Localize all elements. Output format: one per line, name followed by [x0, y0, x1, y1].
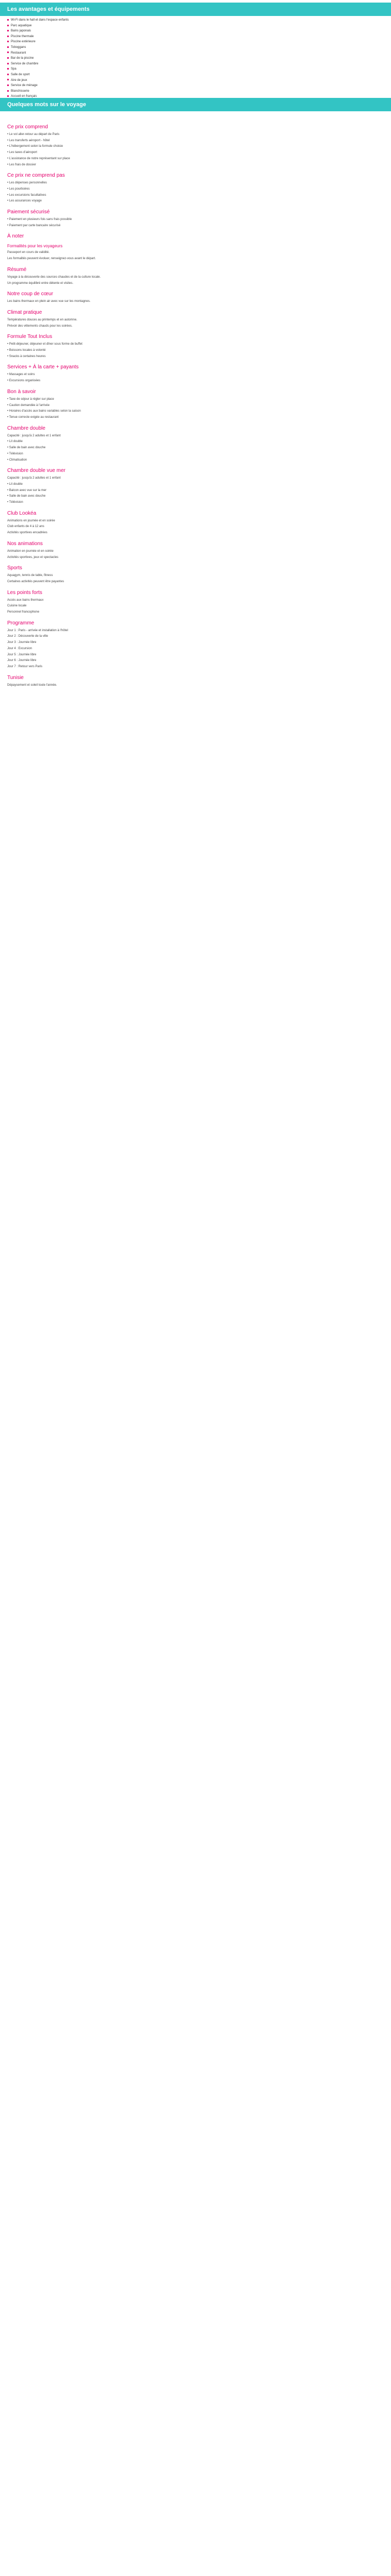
- bullet-icon: [7, 19, 9, 21]
- amenities-list: [7, 18, 162, 99]
- amenity-label: Parc aquatique: [11, 24, 32, 27]
- amenity-item: [7, 39, 162, 45]
- section-title: Notre coup de cœur: [7, 291, 53, 297]
- amenity-item: [7, 66, 162, 72]
- amenity-item: [7, 83, 162, 89]
- amenities-banner-title: Les avantages et équipements: [7, 6, 90, 12]
- section-text: • Paiement par carte bancaire sécurisé: [7, 224, 61, 227]
- section-title: Chambre double: [7, 425, 45, 431]
- section-text: • Salle de bain avec douche: [7, 446, 46, 450]
- bullet-icon: [7, 95, 9, 97]
- main-content: [7, 118, 384, 689]
- bullet-icon: [7, 79, 9, 80]
- amenity-label: Spa: [11, 67, 17, 71]
- section-text: • Les excursions facultatives: [7, 193, 46, 197]
- bullet-icon: [7, 52, 9, 53]
- section-text: Jour 1 : Paris - arrivée et installation à l'hôtel: [7, 629, 68, 632]
- section-text: Jour 2 : Découverte de la ville: [7, 635, 48, 638]
- section-text: Jour 7 : Retour vers Paris: [7, 665, 43, 668]
- section-title: Ce prix comprend: [7, 124, 48, 130]
- section-title: Club Lookéa: [7, 510, 37, 516]
- section-title: Formule Tout Inclus: [7, 334, 53, 340]
- section-title: Ce prix ne comprend pas: [7, 173, 65, 179]
- section-text: Personnel francophone: [7, 611, 40, 614]
- section-text: Capacité : jusqu'à 2 adultes et 1 enfant: [7, 434, 61, 437]
- section-text: Dépaysement et soleil toute l'année.: [7, 683, 57, 687]
- bullet-icon: [7, 90, 9, 92]
- amenity-item: [7, 28, 162, 34]
- amenity-item: [7, 56, 162, 61]
- section-text: • Salle de bain avec douche: [7, 495, 46, 498]
- amenity-label: Toboggans: [11, 45, 26, 49]
- amenity-item: [7, 18, 162, 23]
- section-text: Un programme équilibré entre détente et visites.: [7, 281, 74, 285]
- amenity-label: Restaurant: [11, 51, 26, 55]
- amenity-item: [7, 89, 162, 94]
- section-text: Cuisine locale: [7, 604, 27, 608]
- info-banner-title: Quelques mots sur le voyage: [7, 101, 86, 108]
- amenity-item: [7, 23, 162, 29]
- section-text: • Les assurances voyage: [7, 199, 42, 203]
- bullet-icon: [7, 57, 9, 59]
- bullet-icon: [7, 84, 9, 86]
- amenity-label: Piscine extérieure: [11, 40, 36, 44]
- section-text: Jour 5 : Journée libre: [7, 653, 37, 656]
- amenity-label: Service de ménage: [11, 84, 38, 88]
- section-text: • Lit double: [7, 440, 23, 444]
- amenity-label: Bar de la piscine: [11, 57, 34, 60]
- amenities-banner: [0, 3, 391, 16]
- section-text: Jour 3 : Journée libre: [7, 641, 37, 645]
- bullet-icon: [7, 46, 9, 48]
- section-text: Animations en journée et en soirée: [7, 519, 55, 522]
- section-text: • L'hébergement selon la formule choisie: [7, 145, 63, 148]
- section-title: Paiement sécurisé: [7, 209, 50, 215]
- amenity-label: Aire de jeux: [11, 78, 27, 82]
- section-text: Prévoir des vêtements chauds pour les soirées.: [7, 324, 73, 328]
- bullet-icon: [7, 68, 9, 70]
- section-text: Activités sportives encadrées: [7, 531, 47, 535]
- section-text: • Caution demandée à l'arrivée: [7, 403, 50, 407]
- section-text: Certaines activités peuvent être payantes: [7, 580, 64, 583]
- section-text: • Taxe de séjour à régler sur place: [7, 397, 54, 401]
- amenity-item: [7, 34, 162, 40]
- section-text: • Massages et soins: [7, 373, 35, 377]
- section-text: Voyage à la découverte des sources chaudes et de la culture locale.: [7, 275, 101, 279]
- section-title: Chambre double vue mer: [7, 468, 66, 474]
- section-title: Climat pratique: [7, 309, 42, 315]
- section-text: Capacité : jusqu'à 2 adultes et 1 enfant: [7, 477, 61, 480]
- section-text: Jour 6 : Journée libre: [7, 659, 37, 663]
- info-banner: [0, 98, 391, 111]
- section-text: Aquagym, tennis de table, fitness: [7, 574, 53, 578]
- section-subtitle: Formalités pour les voyageurs: [7, 244, 63, 249]
- section-text: • Les frais de dossier: [7, 163, 36, 166]
- amenity-label: Bains japonais: [11, 29, 31, 33]
- bullet-icon: [7, 41, 9, 42]
- amenity-label: Salle de sport: [11, 73, 30, 76]
- section-text: Club enfants de 4 à 12 ans: [7, 525, 44, 529]
- amenity-item: [7, 61, 162, 67]
- section-text: • Les taxes d'aéroport: [7, 151, 37, 155]
- section-text: Activités sportives, jeux et spectacles: [7, 555, 59, 559]
- section-text: Animation en journée et en soirée: [7, 549, 54, 553]
- section-text: Températures douces au printemps et en automne.: [7, 318, 77, 321]
- section-text: • Tenue correcte exigée au restaurant: [7, 415, 59, 419]
- section-text: • Balcon avec vue sur la mer: [7, 488, 47, 492]
- section-text: • Climatisation: [7, 458, 27, 462]
- section-text: Les bains thermaux en plein air avec vue sur les montagnes.: [7, 300, 91, 303]
- section-text: Passeport en cours de validité.: [7, 251, 50, 255]
- section-title: À noter: [7, 233, 24, 240]
- section-text: • Le vol aller-retour au départ de Paris: [7, 133, 60, 136]
- section-title: Les points forts: [7, 589, 42, 596]
- amenity-label: Accueil en français: [11, 95, 37, 98]
- section-text: • Les pourboires: [7, 187, 30, 191]
- bullet-icon: [7, 25, 9, 26]
- section-text: • Télévision: [7, 501, 23, 504]
- amenity-item: [7, 78, 162, 83]
- bullet-icon: [7, 30, 9, 31]
- section-title: Services + À la carte + payants: [7, 364, 79, 370]
- amenity-label: Wi-Fi dans le hall et dans l'espace enfants: [11, 19, 69, 22]
- section-text: Accès aux bains thermaux: [7, 598, 44, 602]
- section-text: • L'assistance de notre représentant sur place: [7, 157, 70, 160]
- section-text: Jour 4 : Excursion: [7, 647, 32, 650]
- section-text: • Horaires d'accès aux bains variables selon la saison: [7, 410, 81, 413]
- amenity-item: [7, 45, 162, 50]
- amenity-item: [7, 50, 162, 56]
- section-text: • Lit double: [7, 482, 23, 486]
- section-title: Programme: [7, 620, 35, 626]
- section-text: • Télévision: [7, 452, 23, 455]
- amenity-label: Service de chambre: [11, 62, 39, 65]
- bullet-icon: [7, 63, 9, 64]
- section-title: Résumé: [7, 266, 27, 273]
- section-text: • Petit-déjeuner, déjeuner et dîner sous forme de buffet: [7, 343, 83, 346]
- amenity-label: Blanchisserie: [11, 89, 29, 93]
- section-text: • Snacks à certaines heures: [7, 354, 46, 358]
- bullet-icon: [7, 74, 9, 75]
- section-text: • Boissons locales à volonté: [7, 349, 46, 352]
- amenity-label: Piscine thermale: [11, 35, 34, 38]
- section-text: Les formalités peuvent évoluer, renseignez-vous avant le départ.: [7, 257, 96, 261]
- section-title: Bon à savoir: [7, 388, 36, 395]
- bullet-icon: [7, 36, 9, 37]
- section-text: • Excursions organisées: [7, 379, 41, 383]
- section-text: • Les dépenses personnelles: [7, 181, 47, 185]
- section-text: • Les transferts aéroport - hôtel: [7, 139, 50, 142]
- section-text: • Paiement en plusieurs fois sans frais possible: [7, 218, 72, 222]
- section-title: Nos animations: [7, 540, 43, 547]
- section-title: Tunisie: [7, 674, 24, 681]
- amenity-item: [7, 72, 162, 78]
- section-title: Sports: [7, 565, 22, 571]
